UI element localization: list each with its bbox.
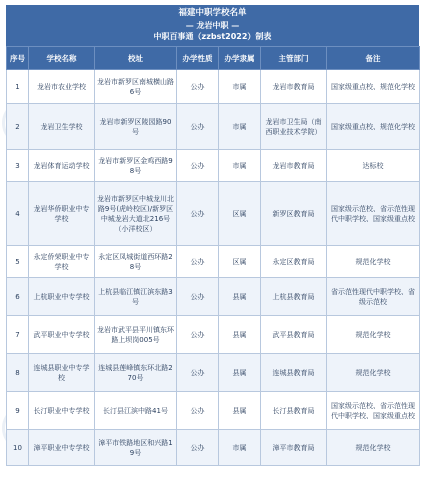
school-affiliation: 县属 — [219, 354, 261, 392]
school-affiliation: 区属 — [219, 182, 261, 246]
table-row — [7, 70, 420, 104]
school-nature: 公办 — [177, 150, 219, 182]
school-address: 长汀县江滨中路41号 — [95, 392, 177, 430]
table-body — [7, 70, 420, 466]
school-nature: 公办 — [177, 392, 219, 430]
school-remarks: 省示范性现代中职学校、省级示范校 — [327, 278, 420, 316]
school-address: 永定区凤城街道西环路28号 — [95, 246, 177, 278]
school-nature: 公办 — [177, 316, 219, 354]
school-name: 漳平职业中专学校 — [29, 430, 95, 466]
school-remarks: 规范化学校 — [327, 316, 420, 354]
table-row — [7, 316, 420, 354]
school-name: 武平职业中专学校 — [29, 316, 95, 354]
row-number: 1 — [7, 70, 29, 104]
school-address: 龙岩市新罗区中城龙川北路9号(虎岭校区)/新罗区中城龙岩大道北216号（小洋校区） — [95, 182, 177, 246]
school-address: 上杭县临江镇江滨东路3号 — [95, 278, 177, 316]
schools-table — [6, 46, 420, 466]
row-number: 3 — [7, 150, 29, 182]
maker-credit: 中职百事通（zzbst2022）制表 — [153, 32, 272, 41]
row-number: 7 — [7, 316, 29, 354]
column-header: 学校名称 — [29, 47, 95, 70]
column-header: 办学性质 — [177, 47, 219, 70]
school-address: 漳平市铁路地区和兴路19号 — [95, 430, 177, 466]
table-row — [7, 104, 420, 150]
school-address: 连城县莲峰镇东环北路270号 — [95, 354, 177, 392]
school-address: 龙岩市新罗区南城横山路6号 — [95, 70, 177, 104]
row-number: 6 — [7, 278, 29, 316]
school-name: 连城县职业中专学校 — [29, 354, 95, 392]
school-affiliation: 市属 — [219, 430, 261, 466]
school-nature: 公办 — [177, 278, 219, 316]
school-affiliation: 县属 — [219, 392, 261, 430]
table-row — [7, 430, 420, 466]
row-number: 10 — [7, 430, 29, 466]
table-header-banner — [6, 5, 419, 46]
row-number: 8 — [7, 354, 29, 392]
school-list-sheet — [6, 5, 419, 466]
supervising-department: 上杭县教育局 — [261, 278, 327, 316]
table-row — [7, 392, 420, 430]
school-nature: 公办 — [177, 182, 219, 246]
school-nature: 公办 — [177, 354, 219, 392]
school-affiliation: 区属 — [219, 246, 261, 278]
school-nature: 公办 — [177, 104, 219, 150]
table-row — [7, 246, 420, 278]
table-row — [7, 354, 420, 392]
school-address: 龙岩市新罗区陵园路90号 — [95, 104, 177, 150]
school-affiliation: 市属 — [219, 70, 261, 104]
document-title: 福建中职学校名单 — [178, 8, 247, 18]
supervising-department: 长汀县教育局 — [261, 392, 327, 430]
supervising-department: 连城县教育局 — [261, 354, 327, 392]
row-number: 9 — [7, 392, 29, 430]
supervising-department: 新罗区教育局 — [261, 182, 327, 246]
table-row — [7, 278, 420, 316]
column-header: 办学隶属 — [219, 47, 261, 70]
school-name: 上杭职业中专学校 — [29, 278, 95, 316]
column-header: 主管部门 — [261, 47, 327, 70]
school-name: 龙岩华侨职业中专学校 — [29, 182, 95, 246]
row-number: 5 — [7, 246, 29, 278]
school-address: 龙岩市武平县平川镇东环路上坝岗005号 — [95, 316, 177, 354]
school-name: 长汀职业中专学校 — [29, 392, 95, 430]
supervising-department: 漳平市教育局 — [261, 430, 327, 466]
school-nature: 公办 — [177, 430, 219, 466]
column-header: 序号 — [7, 47, 29, 70]
table-row — [7, 150, 420, 182]
supervising-department: 永定区教育局 — [261, 246, 327, 278]
school-remarks: 规范化学校 — [327, 354, 420, 392]
supervising-department: 武平县教育局 — [261, 316, 327, 354]
school-remarks: 国家级重点校、规范化学校 — [327, 104, 420, 150]
school-name: 龙岩卫生学校 — [29, 104, 95, 150]
supervising-department: 龙岩市卫生局（南西职业技术学院） — [261, 104, 327, 150]
school-affiliation: 市属 — [219, 104, 261, 150]
column-header: 备注 — [327, 47, 420, 70]
school-remarks: 规范化学校 — [327, 430, 420, 466]
school-nature: 公办 — [177, 246, 219, 278]
school-address: 龙岩市新罗区金鸡西路98号 — [95, 150, 177, 182]
school-remarks: 国家级示范校、省示范性现代中职学校、国家级重点校 — [327, 392, 420, 430]
row-number: 4 — [7, 182, 29, 246]
school-affiliation: 县属 — [219, 316, 261, 354]
region-subtitle: — 龙岩中职 — — [185, 21, 240, 30]
school-affiliation: 市属 — [219, 150, 261, 182]
supervising-department: 龙岩市教育局 — [261, 150, 327, 182]
column-header: 校址 — [95, 47, 177, 70]
school-name: 永定侨荣职业中专学校 — [29, 246, 95, 278]
row-number: 2 — [7, 104, 29, 150]
supervising-department: 龙岩市教育局 — [261, 70, 327, 104]
school-remarks: 国家级示范校、省示范性现代中职学校、国家级重点校 — [327, 182, 420, 246]
school-remarks: 达标校 — [327, 150, 420, 182]
school-remarks: 国家级重点校、规范化学校 — [327, 70, 420, 104]
school-name: 龙岩市农业学校 — [29, 70, 95, 104]
school-affiliation: 县属 — [219, 278, 261, 316]
column-header-row — [7, 47, 420, 70]
school-name: 龙岩体育运动学校 — [29, 150, 95, 182]
school-nature: 公办 — [177, 70, 219, 104]
school-remarks: 规范化学校 — [327, 246, 420, 278]
table-row — [7, 182, 420, 246]
